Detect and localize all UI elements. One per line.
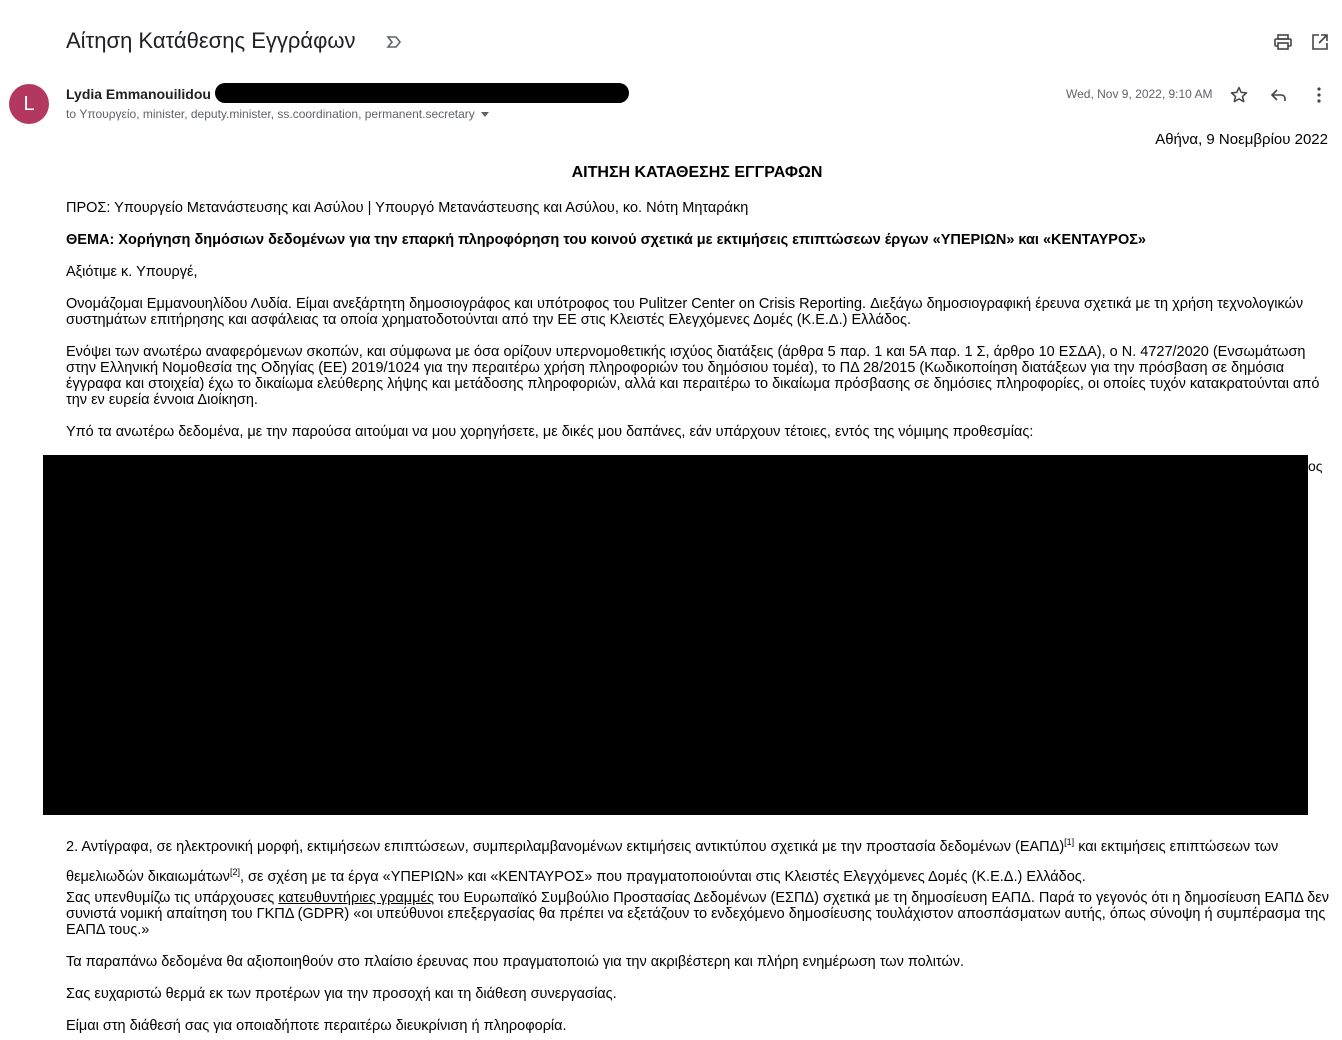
guidelines-link[interactable]: κατευθυντήριες γραμμές xyxy=(278,890,434,906)
reply-icon[interactable] xyxy=(1269,85,1289,105)
more-vertical-icon[interactable] xyxy=(1309,85,1329,105)
letter-intro: Ονομάζομαι Εμμανουηλίδου Λυδία. Είμαι ανεξάρτητη δημοσιογράφος και υπότροφος του Pulitzer Center on Crisis Reporting. Διεξάγω δημοσιογραφική έρευνα σχετικά με τη χρήση τεχνολογικών συστημάτων επιτήρησης και ασφάλειας τα οποία χρηματοδοτούνται από την ΕΕ στις Κλειστές Ελεγχόμενες Δομές (Κ.Ε.Δ.) Ελλάδος. xyxy=(66,296,1304,328)
print-icon[interactable] xyxy=(1273,32,1293,52)
letter-legal-basis: Ενόψει των ανωτέρω αναφερόμενων σκοπών, και σύμφωνα με όσα ορίζουν υπερνομοθετικής ισχύος διατάξεις (άρθρα 5 παρ. 1 και 5Α παρ. 1 Σ, άρθρο 10 ΕΣΔΑ), ο Ν. 4727/2020 (Ενσωμάτωση στην Ελληνική Νομοθεσία της Οδηγίας (ΕΕ) 2019/1024 για την περαιτέρω χρήση πληροφοριών του δημόσιου τομέα), το ΠΔ 28/2015 (Κωδικοποίηση διατάξεων για την πρόσβαση σε δημόσια έγγραφα και στοιχεία) έχω το δικαίωμα ελεύθερης λήψης και μετάδοσης πληροφοριών, αλλά και περαιτέρω το δικαίωμα πρόσβασης σε δημόσιες πληροφορίες, οι οποίες τυχόν κατακρατούνται από την εν ευρεία έννοια Διοίκηση. xyxy=(66,344,1320,408)
email-date: Wed, Nov 9, 2022, 9:10 AM xyxy=(1066,87,1213,101)
redacted-block xyxy=(43,455,1308,815)
letter-greeting: Αξιότιμε κ. Υπουργέ, xyxy=(66,264,198,280)
star-icon[interactable] xyxy=(1229,85,1249,105)
letter-request-intro: Υπό τα ανωτέρω δεδομένα, με την παρούσα αιτούμαι να μου χορηγήσετε, με δικές μου δαπάνες, εάν υπάρχουν τέτοιες, εντός της νόμιμης προθεσμίας: xyxy=(66,424,1034,440)
email-subject: Αίτηση Κατάθεσης Εγγράφων xyxy=(66,28,356,53)
letter-usage: Τα παραπάνω δεδομένα θα αξιοποιηθούν στο πλαίσιο έρευνας που πραγματοποιώ για την ακριβέστερη και πλήρη ενημέρωση των πολιτών. xyxy=(66,954,965,970)
reminder-text-a: Σας υπενθυμίζω τις υπάρχουσες xyxy=(66,890,279,906)
letter-closing: Είμαι στη διάθεσή σας για οποιαδήποτε περαιτέρω διευκρίνιση ή πληροφορία. xyxy=(66,1018,567,1034)
chevron-down-icon[interactable] xyxy=(481,112,489,117)
letter-item-2 xyxy=(66,830,1336,890)
letter-thanks: Σας ευχαριστώ θερμά εκ των προτέρων για την προσοχή και τη διάθεση συνεργασίας. xyxy=(66,986,617,1002)
avatar[interactable]: L xyxy=(9,84,49,124)
letter-title: ΑΙΤΗΣΗ ΚΑΤΑΘΕΣΗΣ ΕΓΓΡΑΦΩΝ xyxy=(571,164,823,181)
footnote-2[interactable]: [2] xyxy=(229,866,240,877)
letter-to-line: ΠΡΟΣ: Υπουργείο Μετανάστευσης και Ασύλου | Υπουργό Μετανάστευσης και Ασύλου, κο. Νότη Μηταράκη xyxy=(66,200,749,216)
footnote-1[interactable]: [1] xyxy=(1064,837,1075,847)
letter-place-date: Αθήνα, 9 Νοεμβρίου 2022 xyxy=(1155,131,1328,148)
reminder-text-b: του Ευρωπαϊκό Συμβούλιο Προστασίας Δεδομένων (ΕΣΠΔ) σχετικά με τη δημοσίευση ΕΑΠΔ. Παρά το γεγονός ότι η δημοσίευση ΕΑΠΔ δεν συνιστά νομική απαίτηση του ΓΚΠΔ (GDPR) «οι υπεύθυνοι επεξεργασίας θα πρέπει να εξετάζουν το ενδεχόμενο δημοσίευσης τουλάχιστον αποσπάσματων αυτής, όπως σύνοψη ή συμπέρασμα της ΕΑΠΔ τους.» xyxy=(66,890,1329,938)
label-icon[interactable] xyxy=(386,34,402,50)
recipients-line[interactable] xyxy=(66,107,489,121)
item2-text-a: 2. Αντίγραφα, σε ηλεκτρονική μορφή, εκτιμήσεων επιπτώσεων, συμπεριλαμβανομένων εκτιμήσεις αντικτύπου σχετικά με την προστασία δεδομένων (ΕΑΠΔ) xyxy=(66,838,1065,855)
recipients-text: to Υπουργείο, minister, deputy.minister, ss.coordination, permanent.secretary xyxy=(66,107,475,121)
letter-subject-line: ΘΕΜΑ: Χορήγηση δημόσιων δεδομένων για την επαρκή πληροφόρηση του κοινού σχετικά με εκτιμήσεις επιπτώσεων έργων «ΥΠΕΡΙΩΝ» και «ΚΕΝΤΑΥΡΟΣ» xyxy=(66,232,1146,248)
item2-text-b: και εκτιμήσεις επιπτώσεων των θεμελιωδών δικαιωμάτων xyxy=(66,838,1279,885)
item2-text-c: , σε σχέση με τα έργα «ΥΠΕΡΙΩΝ» και «ΚΕΝΤΑΥΡΟΣ» που πραγματοποιούνται στις Κλειστές Ελεγχόμενες Δομές (Κ.Ε.Δ.) Ελλάδος. xyxy=(239,868,1086,885)
redacted-email-address xyxy=(215,83,629,103)
sender-name[interactable]: Lydia Emmanouilidou xyxy=(66,86,211,102)
letter-reminder xyxy=(66,890,1336,938)
redacted-text-peek: ος xyxy=(1308,458,1323,474)
open-new-window-icon[interactable] xyxy=(1310,32,1330,52)
